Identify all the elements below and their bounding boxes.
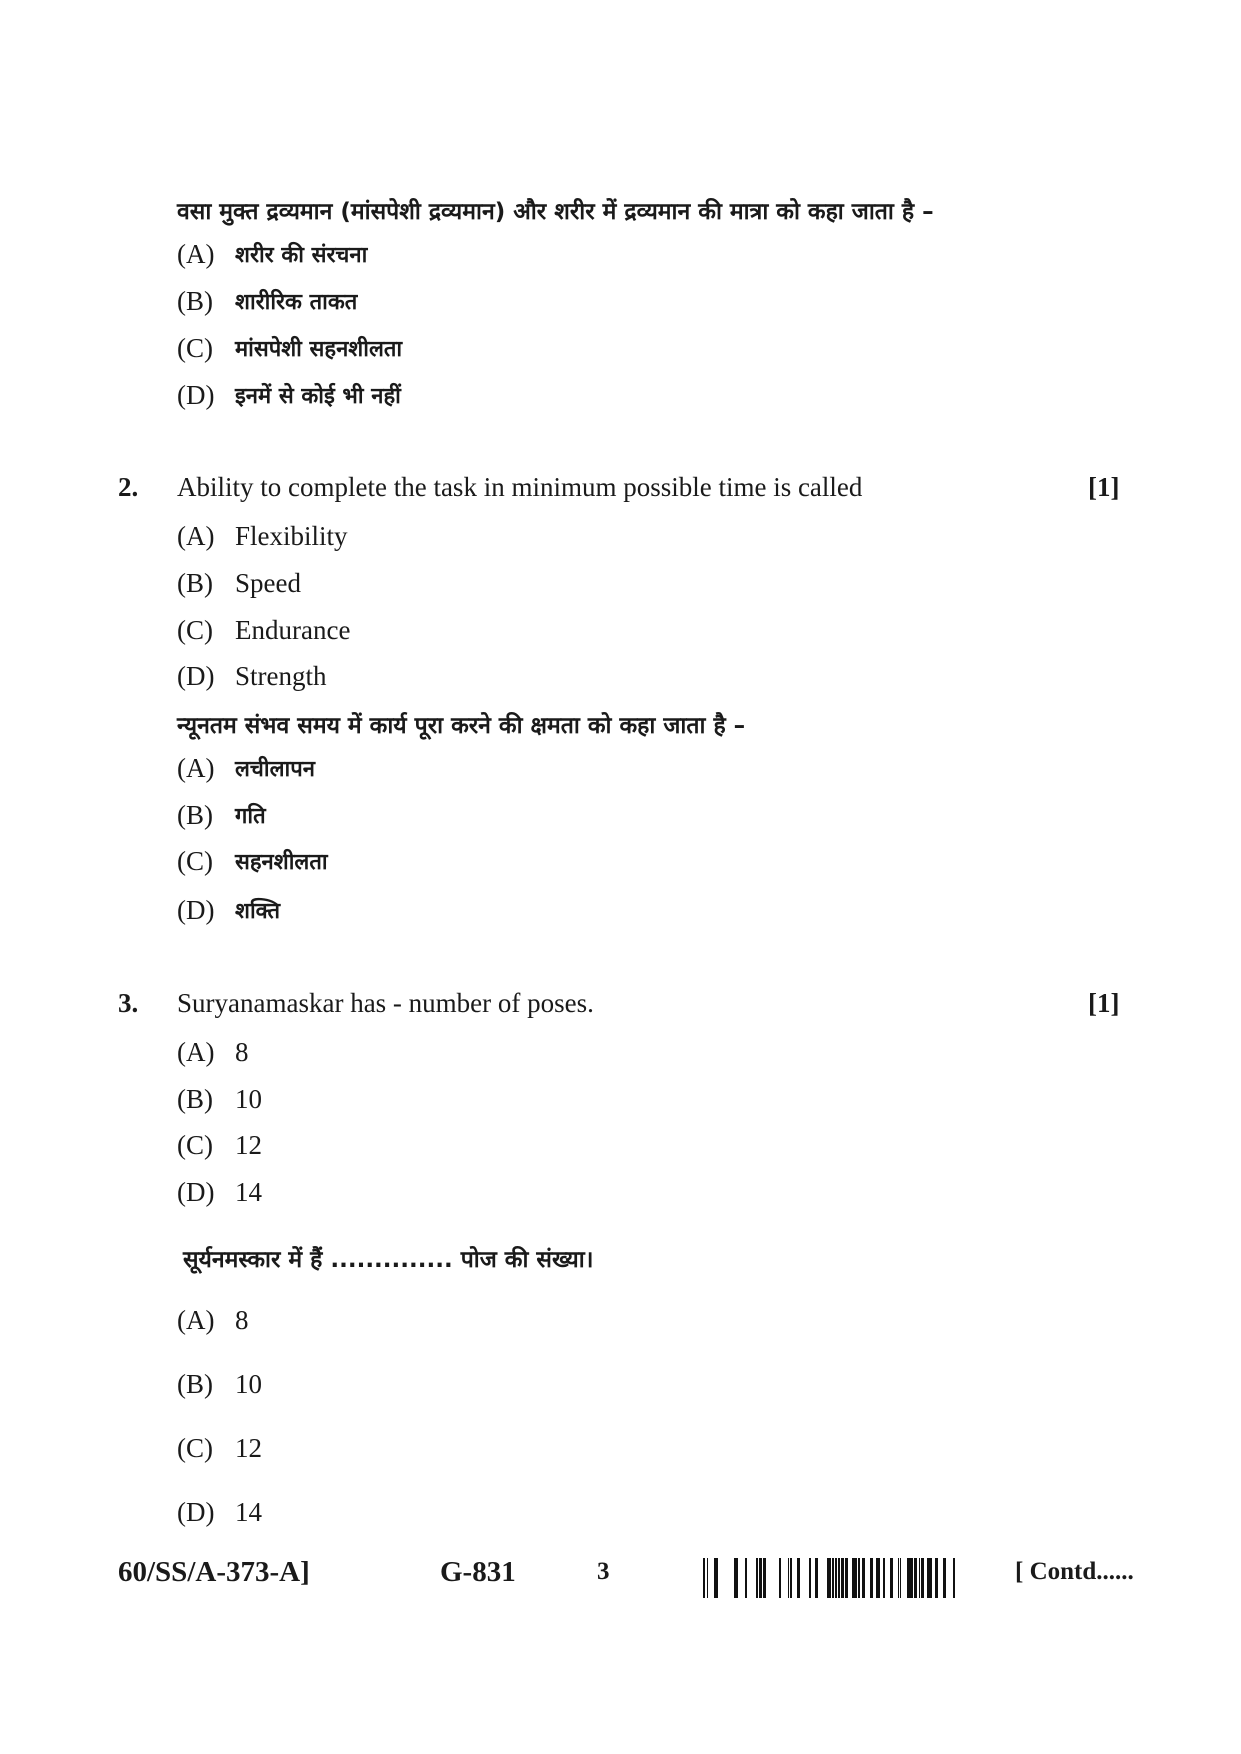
option-letter: (A) (177, 238, 215, 269)
question-2-number: 2. (118, 472, 139, 502)
option-text: इनमें से कोई भी नहीं (235, 384, 401, 409)
page-number: 3 (597, 1558, 610, 1585)
q1-hindi-stem: वसा मुक्त द्रव्यमान (मांसपेशी द्रव्यमान) और शरीर में द्रव्यमान की मात्रा को कहा जाता है – (177, 199, 934, 225)
q1-hindi-option-d (177, 377, 401, 413)
q3-hindi-option-c (177, 1430, 262, 1466)
q2-hindi-option-a (177, 750, 315, 786)
q1-hindi-option-a (177, 236, 367, 272)
q3-option-a (177, 1034, 249, 1070)
option-text: शरीर की संरचना (235, 243, 368, 268)
option-text: सहनशीलता (235, 850, 328, 875)
option-letter: (B) (177, 567, 213, 598)
option-text: 12 (235, 1129, 262, 1160)
q3-hindi-option-d (177, 1494, 262, 1530)
option-text: Strength (235, 660, 327, 691)
option-letter: (A) (177, 1036, 215, 1067)
option-letter: (B) (177, 1368, 213, 1399)
option-letter: (D) (177, 660, 215, 691)
option-text: 14 (235, 1176, 262, 1207)
option-letter: (A) (177, 752, 215, 783)
option-text: Flexibility (235, 520, 348, 551)
option-text: शारीरिक ताकत (235, 290, 358, 315)
q3-hindi-option-b (177, 1366, 262, 1402)
q3-option-b (177, 1081, 262, 1117)
q2-option-d (177, 658, 327, 694)
option-text: 14 (235, 1496, 262, 1527)
option-letter: (D) (177, 1176, 215, 1207)
option-letter: (B) (177, 799, 213, 830)
q2-hindi-option-b (177, 797, 266, 833)
q3-option-c (177, 1127, 262, 1163)
q1-hindi-option-c (177, 330, 402, 366)
question-2-text: Ability to complete the task in minimum possible time is called (177, 472, 863, 502)
q2-option-c (177, 612, 350, 648)
q2-hindi-option-c (177, 843, 328, 879)
option-text: लचीलापन (235, 757, 315, 782)
option-text: 8 (235, 1304, 249, 1335)
q2-option-b (177, 565, 301, 601)
option-letter: (D) (177, 1496, 215, 1527)
q1-hindi-option-b (177, 283, 357, 319)
question-3-number: 3. (118, 988, 139, 1018)
barcode-icon (703, 1558, 955, 1598)
q2-hindi-option-d (177, 892, 280, 928)
paper-code: 60/SS/A-373-A] (118, 1556, 310, 1588)
option-text: गति (235, 804, 266, 829)
option-text: 10 (235, 1083, 262, 1114)
option-letter: (B) (177, 1083, 213, 1114)
q2-option-a (177, 518, 348, 554)
option-letter: (C) (177, 1432, 213, 1463)
option-text: Speed (235, 567, 301, 598)
option-text: Endurance (235, 614, 351, 645)
option-letter: (A) (177, 1304, 215, 1335)
option-letter: (C) (177, 1129, 213, 1160)
paper-series: G-831 (440, 1556, 516, 1588)
question-2-marks: [1] (1088, 472, 1120, 502)
q3-hindi-stem: सूर्यनमस्कार में हैं .............. पोज की संख्या। (183, 1247, 594, 1273)
q3-option-d (177, 1174, 262, 1210)
option-letter: (C) (177, 614, 213, 645)
option-text: 8 (235, 1036, 249, 1067)
q3-hindi-option-a (177, 1302, 249, 1338)
option-text: शक्ति (235, 899, 280, 924)
option-text: 10 (235, 1368, 262, 1399)
option-letter: (C) (177, 332, 213, 363)
option-letter: (A) (177, 520, 215, 551)
option-letter: (D) (177, 379, 215, 410)
question-3-marks: [1] (1088, 988, 1120, 1018)
option-letter: (C) (177, 845, 213, 876)
q2-hindi-stem: न्यूनतम संभव समय में कार्य पूरा करने की क्षमता को कहा जाता है – (177, 713, 746, 739)
option-letter: (D) (177, 894, 215, 925)
continued-label: [ Contd...... (1015, 1558, 1134, 1585)
option-letter: (B) (177, 285, 213, 316)
option-text: मांसपेशी सहनशीलता (235, 337, 403, 362)
option-text: 12 (235, 1432, 262, 1463)
question-3-text: Suryanamaskar has - number of poses. (177, 988, 594, 1018)
